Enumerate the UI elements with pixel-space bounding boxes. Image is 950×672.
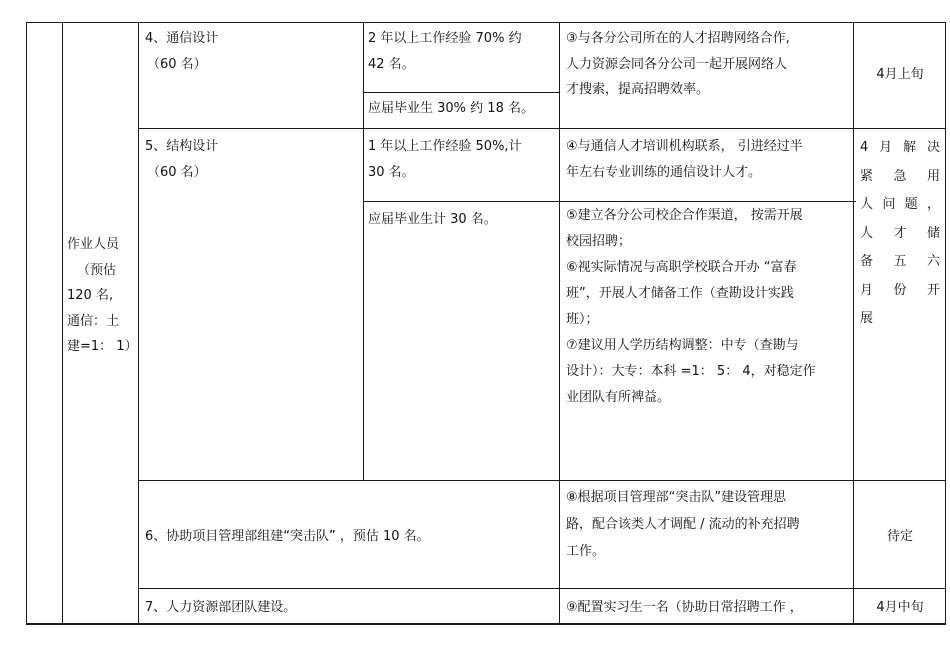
measure-line: 班）； — [566, 312, 599, 327]
row-divider — [138, 480, 946, 481]
measure-line: 年左右专业训练的通信设计人才。 — [566, 164, 762, 180]
measure-line: 班”，开展人才储备工作（查勘设计实践 — [566, 286, 794, 301]
post-cell-hr-team — [145, 595, 555, 621]
requirement-line: 30 名。 — [368, 164, 415, 180]
table-border-bottom — [26, 623, 946, 625]
table-border-left — [26, 22, 27, 625]
measure-line: ④与通信人才培训机构联系， 引进经过半 — [566, 139, 803, 154]
requirement-cell-experienced — [368, 26, 554, 77]
requirement-line: 应届毕业生 30% 约 18 名。 — [368, 101, 534, 116]
measure-line: 业团队有所裨益。 — [566, 390, 671, 405]
measure-cell-8 — [566, 484, 850, 565]
row-divider — [363, 201, 856, 202]
time-line: 紧 急 用 — [860, 168, 940, 184]
time-line: 备 五 六 — [860, 254, 940, 269]
row-divider — [138, 588, 946, 589]
row-divider — [363, 92, 559, 93]
post-cell-communication-design — [145, 26, 355, 77]
post-count: （60 名） — [147, 164, 207, 180]
measure-cell-9 — [566, 595, 850, 621]
measure-line: 路，配合该类人才调配 / 流动的补充招聘 — [566, 517, 800, 532]
time-text: 待定 — [886, 529, 913, 544]
requirement-line: 应届毕业生计 30 名。 — [368, 212, 497, 227]
category-line: 120 名, — [67, 288, 114, 303]
row-divider — [138, 128, 946, 129]
time-text: 4月中旬 — [876, 600, 924, 615]
table-border-top — [26, 22, 946, 23]
time-line: 月 份 开 — [860, 282, 940, 298]
measure-line: ⑧根据项目管理部“突击队”建设管理思 — [566, 490, 787, 505]
post-cell-structural-design — [145, 134, 355, 185]
measure-cell-5-7 — [566, 203, 850, 411]
time-line: 人 才 储 — [860, 225, 940, 241]
requirement-cell-graduates — [368, 207, 554, 233]
post-title: 5、结构设计 — [145, 139, 219, 154]
category-line: 作业人员 — [67, 237, 120, 252]
column-divider — [559, 22, 560, 625]
column-divider — [62, 22, 63, 625]
post-count: （60 名） — [147, 56, 207, 72]
time-line: 4月解决 — [860, 140, 940, 155]
post-cell-task-force — [145, 524, 555, 550]
requirement-line: 2 年以上工作经验 70% 约 — [368, 31, 522, 46]
measure-line: ⑦建议用人学历结构调整：中专（查勘与 — [566, 338, 799, 353]
post-title: 7、人力资源部团队建设。 — [145, 600, 297, 615]
column-divider — [853, 22, 854, 625]
category-line: （预估 — [77, 262, 117, 278]
time-cell-row6 — [856, 524, 944, 550]
table-border-right — [945, 22, 946, 625]
measure-cell-4 — [566, 134, 850, 185]
measure-line: 才搜索，提高招聘效率。 — [566, 82, 710, 97]
time-cell-row7 — [856, 595, 944, 621]
measure-line: 校园招聘； — [566, 234, 632, 249]
measure-cell-3 — [566, 26, 850, 103]
measure-line: ⑤建立各分公司校企合作渠道， 按需开展 — [566, 208, 803, 223]
column-divider — [138, 22, 139, 625]
requirement-line: 1 年以上工作经验 50%,计 — [368, 139, 522, 154]
requirement-cell-experienced — [368, 134, 554, 185]
category-line: 通信：土 — [67, 313, 120, 329]
post-title: 4、通信设计 — [145, 31, 219, 46]
measure-line: ⑥视实际情况与高职学校联合开办 “富春 — [566, 260, 797, 275]
time-cell-row5 — [860, 134, 940, 334]
measure-line: 人力资源会同各分公司一起开展网络人 — [566, 56, 788, 72]
time-cell-row4 — [856, 62, 944, 88]
category-line: 建=1： 1） — [67, 339, 138, 354]
measure-line: ③与各分公司所在的人才招聘网络合作, — [566, 31, 790, 46]
time-line: 展 — [860, 311, 874, 326]
requirement-cell-graduates — [368, 96, 554, 122]
post-title: 6、协助项目管理部组建“突击队” ，预估 10 名。 — [145, 529, 430, 544]
measure-line: ⑨配置实习生一名（协助日常招聘工作 ， — [566, 600, 803, 615]
time-text: 4月上旬 — [876, 67, 924, 82]
time-line: 人问题， — [860, 197, 940, 212]
requirement-line: 42 名。 — [368, 56, 415, 72]
category-cell — [67, 232, 137, 360]
column-divider — [363, 22, 364, 480]
measure-line: 工作。 — [566, 544, 606, 559]
measure-line: 设计）：大专：本科 =1： 5： 4，对稳定作 — [566, 364, 816, 379]
